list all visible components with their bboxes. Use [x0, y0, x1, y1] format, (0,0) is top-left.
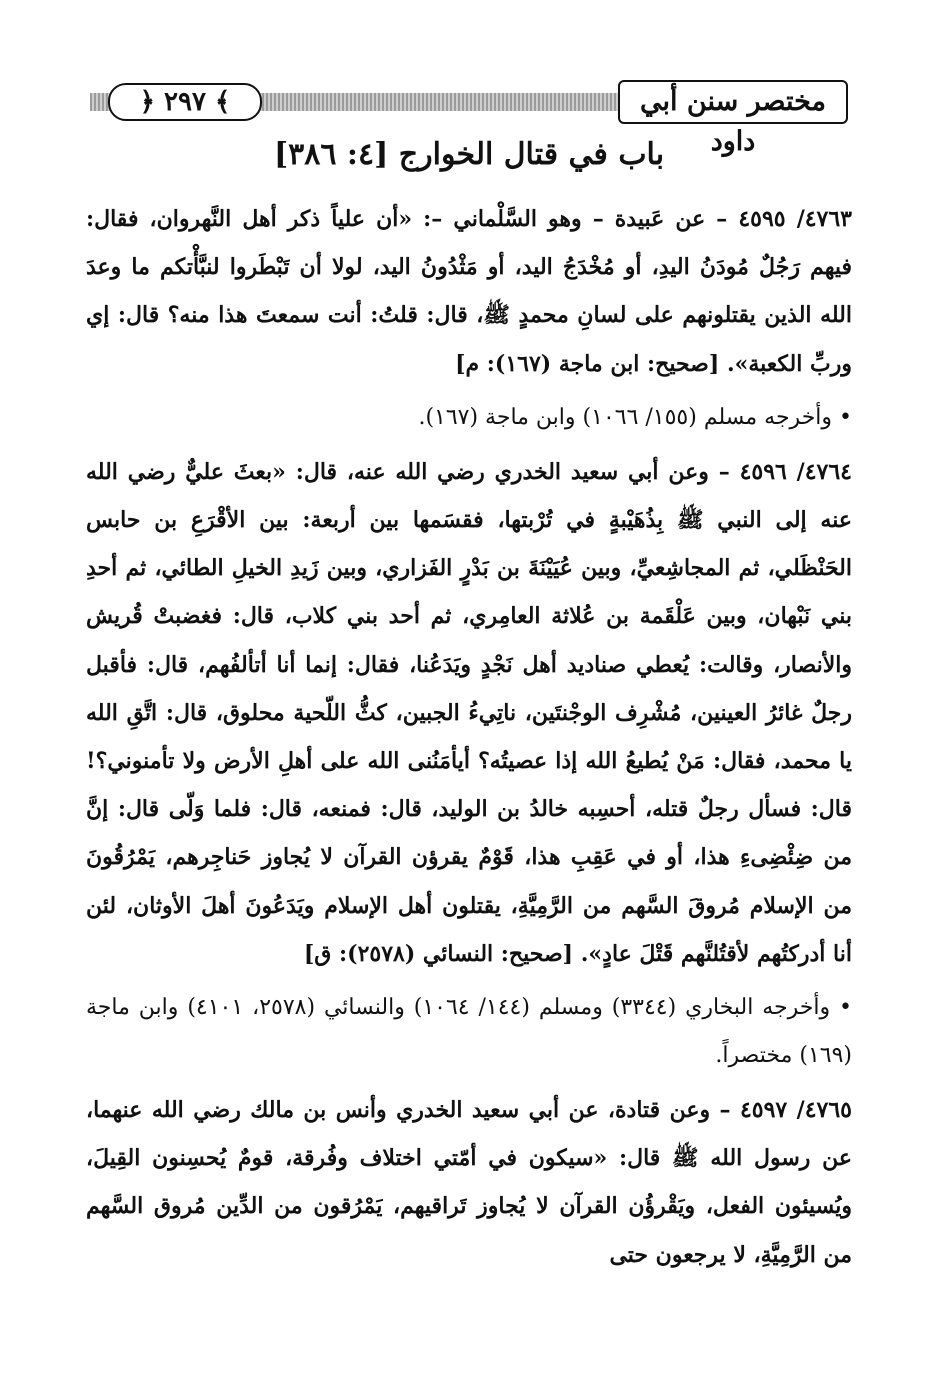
hadith-text: ٤٧٦٤/ ٤٥٩٦ – وعن أبي سعيد الخدري رضي الله عنه، قال: «بعثَ عليٌّ رضي الله عنه إلى النبي ﷺ بِذُهَيْبةٍ في تُرْبتها، فقسَمها بين أربعة: بين الأقْرَعِ بن حابس الحَنْظَلي، ثم المجاشِعيِّ، وبين عُيَيْنَةَ بن بَدْرٍ الفَزاري، وبين زَيدِ الخيلِ الطائي، ثم أحدِ بني نَبْهان، وبين عَلْقَمة بن عُلاثة العامِري، ثم أحد بني كلاب، قال: فغضبتْ قُريش والأنصار، وقالت: يُعطي صناديد أهل نَجْدٍ ويَدَعُنا، فقال: إنما أنا أتألفُهم، قال: فأقبل رجلٌ غائرُ العينين، مُشْرِف الوجْنتَين، ناتِيءُ الجبين، كثُّ اللّحية محلوق، قال: اتَّقِ الله يا محمد، فقال: مَنْ يُطيعُ الله إذا عصيتُه؟ أيأمَنُنى الله على أهلِ الأرض ولا تأمنوني؟! قال: فسأل رجلٌ قتله، أحسِبه خالدُ بن الوليد، قال: فمنعه، قال: فلما وَلّى قال: إنَّ من ضِئْضِىءِ هذا، أو في عَقِبِ هذا، قَوْمٌ يقرؤن القرآن لا يُجاوز حَناجِرهم، يَمْرُقُونَ من الإسلام مُروقَ السَّهم من الرَّمِيَّةِ، يقتلون أهل الإسلام ويَدَعُونَ أهلَ الأوثان، لئن أنا أدركتُهم لأقتُلنَّهم قَتْلَ عادٍ».	[86, 458, 852, 967]
hadith-grade: [صحيح: النسائي (٢٥٧٨): ق]	[303, 940, 574, 967]
hadith-entry	[86, 448, 852, 978]
takhrij-note: • وأخرجه البخاري (٣٣٤٤) ومسلم (١٤٤/ ١٠٦٤) والنسائي (٢٥٧٨، ٤١٠١) وابن ماجة (١٦٩) مختصراً.	[86, 995, 852, 1069]
page-number: ﴿ ٢٩٧ ﴾	[108, 83, 262, 121]
page-body	[86, 195, 852, 1279]
takhrij-note: • وأخرجه مسلم (١٥٥/ ١٠٦٦) وابن ماجة (١٦٧).	[418, 404, 852, 430]
hadith-entry	[86, 195, 852, 388]
hadith-entry	[86, 1086, 852, 1279]
hadith-grade: [صحيح: ابن ماجة (١٦٧): م]	[455, 350, 720, 377]
book-title: مختصر سنن أبي داود	[618, 80, 848, 124]
hadith-text: ٤٧٦٥/ ٤٥٩٧ – وعن قتادة، عن أبي سعيد الخدري وأنس بن مالك رضي الله عنهما، عن رسول الله ﷺ قال: «سيكون في أمّتي اختلاف وفُرقة، قومٌ يُحسِنون القِيلَ، ويُسيئون الفعل، ويَقْرؤُن القرآن لا يُجاوز تَراقيهم، يَمْرُقون من الدِّين مُروق السَّهم من الرَّمِيَّةِ، لا يرجعون حتى	[86, 1097, 852, 1268]
chapter-title: باب في قتال الخوارج [٤: ٣٨٦]	[273, 137, 665, 172]
hadith-text: ٤٧٦٣/ ٤٥٩٥ – عن عَبيدة – وهو السَّلْماني –: «أن علياً ذكر أهل النَّهروان، فقال: فيهم رَجُلٌ مُودَنُ اليدِ، أو مُخْدَجُ اليد، أو مَثْدُونُ اليد، لولا أن تَبْطَروا لنبَّأْتكم ما وعدَ الله الذين يقتلونهم على لسانِ محمدٍ ﷺ، قال: قلتُ: أنت سمعتَ هذا منه؟ قال: إي وربِّ الكعبة».	[86, 206, 852, 377]
